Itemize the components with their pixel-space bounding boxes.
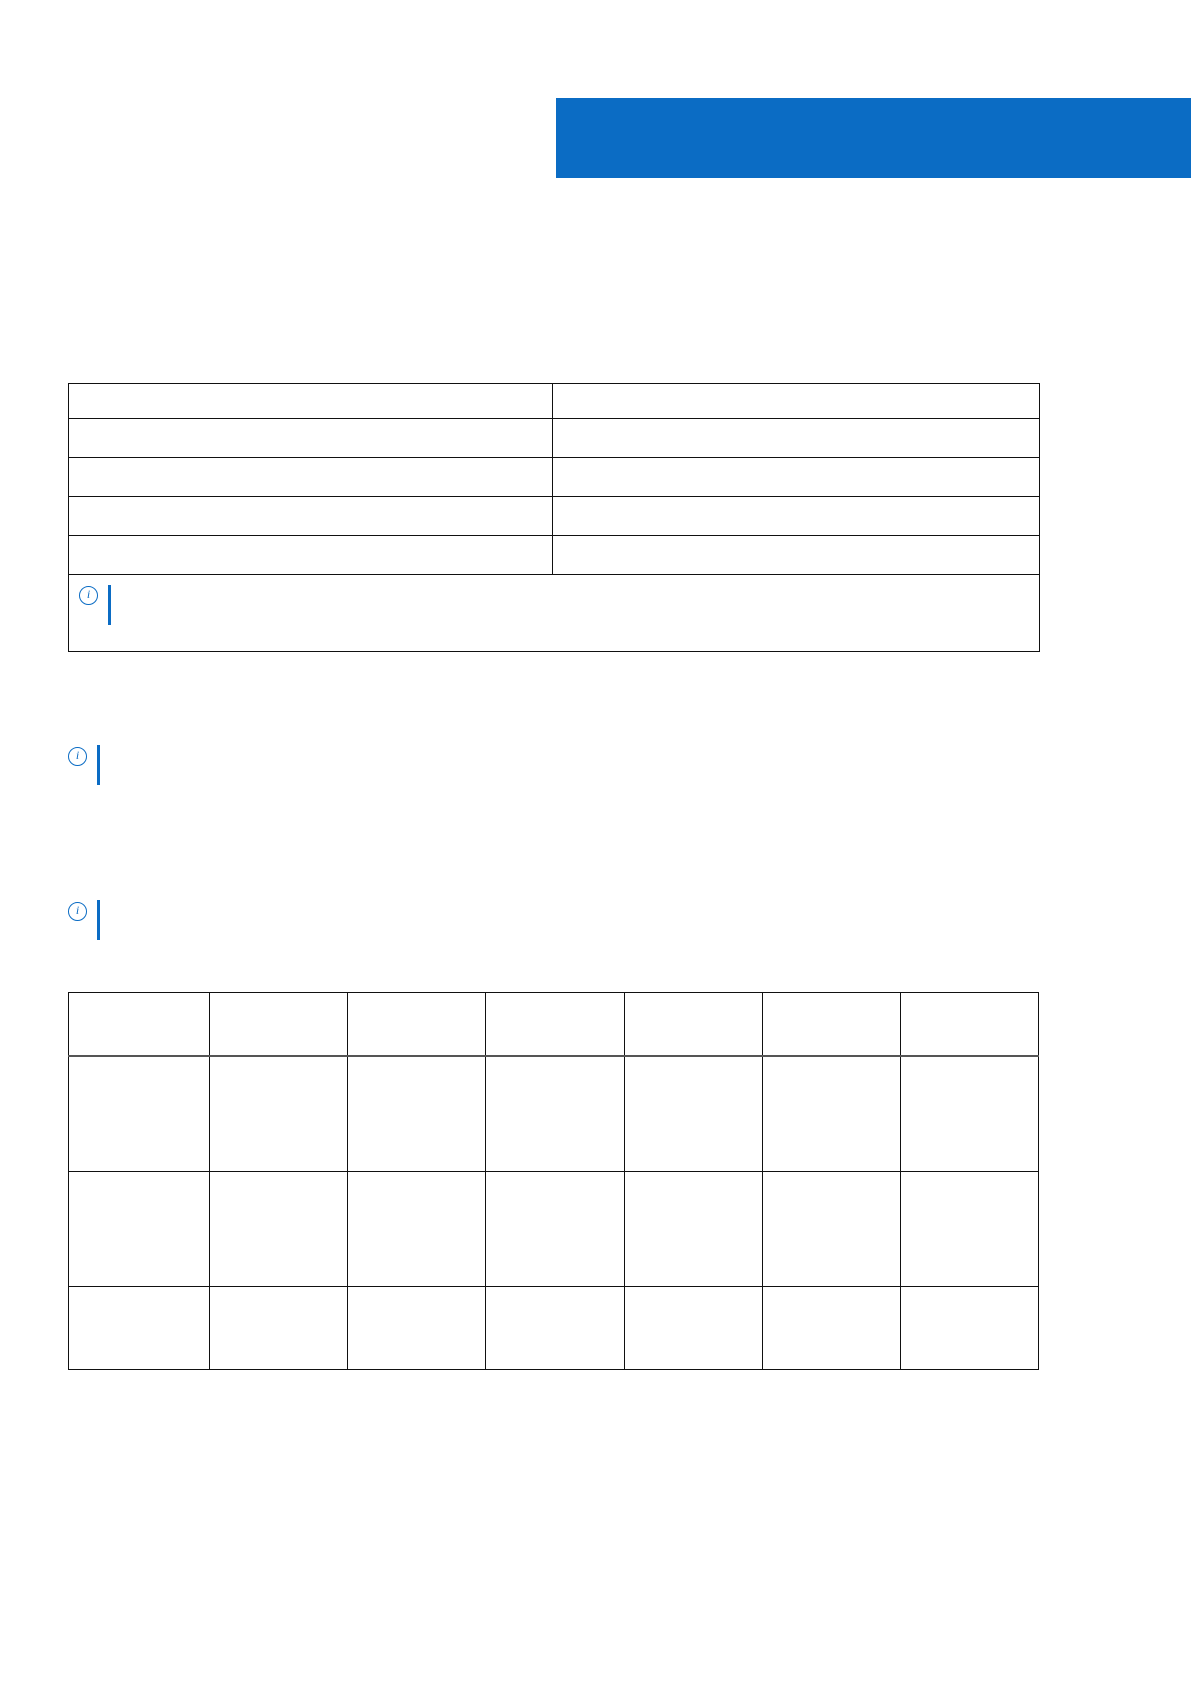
table-row (69, 1287, 1039, 1370)
info-icon: i (68, 747, 87, 766)
table-row (69, 536, 1040, 575)
table-row (69, 497, 1040, 536)
specifications-table (68, 383, 1040, 652)
table1-cell (69, 419, 553, 458)
note-accent-bar (108, 585, 111, 625)
table1-cell (69, 536, 553, 575)
note-callout-1 (68, 745, 1028, 785)
table2-cell (210, 1287, 348, 1370)
table2-cell (762, 1056, 900, 1172)
table-row (69, 1172, 1039, 1287)
note-callout (79, 585, 1029, 625)
table2-cell (486, 1287, 624, 1370)
table2-cell (210, 1172, 348, 1287)
table-header-row (69, 993, 1039, 1057)
table2-cell (348, 1287, 486, 1370)
table2-cell (900, 1287, 1038, 1370)
table2-cell (69, 1056, 210, 1172)
table-note-row (69, 575, 1040, 652)
note-accent-bar (97, 900, 100, 940)
table1-col-header-2 (553, 384, 1040, 419)
table2-col-header-3 (348, 993, 486, 1057)
table2-col-header-6 (762, 993, 900, 1057)
table2-cell (624, 1287, 762, 1370)
table1-cell (69, 497, 553, 536)
table1-cell (553, 419, 1040, 458)
table2-col-header-5 (624, 993, 762, 1057)
table2-cell (762, 1287, 900, 1370)
table2-col-header-1 (69, 993, 210, 1057)
table2-cell (486, 1172, 624, 1287)
table1-cell (553, 458, 1040, 497)
matrix-table (68, 992, 1039, 1370)
info-icon: i (68, 902, 87, 921)
table2-cell (624, 1172, 762, 1287)
table1-cell (553, 497, 1040, 536)
table2-cell (348, 1172, 486, 1287)
table1-col-header-1 (69, 384, 553, 419)
table2-cell (624, 1056, 762, 1172)
info-icon: i (79, 586, 98, 605)
table2-col-header-7 (900, 993, 1038, 1057)
table2-cell (900, 1056, 1038, 1172)
table2-cell (348, 1056, 486, 1172)
table2-cell (69, 1287, 210, 1370)
table2-cell (762, 1172, 900, 1287)
note-accent-bar (97, 745, 100, 785)
table2-col-header-2 (210, 993, 348, 1057)
table-header-row (69, 384, 1040, 419)
table1-cell (69, 458, 553, 497)
note-callout-2 (68, 900, 1028, 940)
table2-cell (69, 1172, 210, 1287)
table2-cell (210, 1056, 348, 1172)
table2-cell (900, 1172, 1038, 1287)
table-row (69, 419, 1040, 458)
table2-cell (486, 1056, 624, 1172)
table-row (69, 458, 1040, 497)
table1-note-cell (69, 575, 1040, 652)
table2-col-header-4 (486, 993, 624, 1057)
table1-cell (553, 536, 1040, 575)
table-row (69, 1056, 1039, 1172)
page-header-band (556, 98, 1191, 178)
